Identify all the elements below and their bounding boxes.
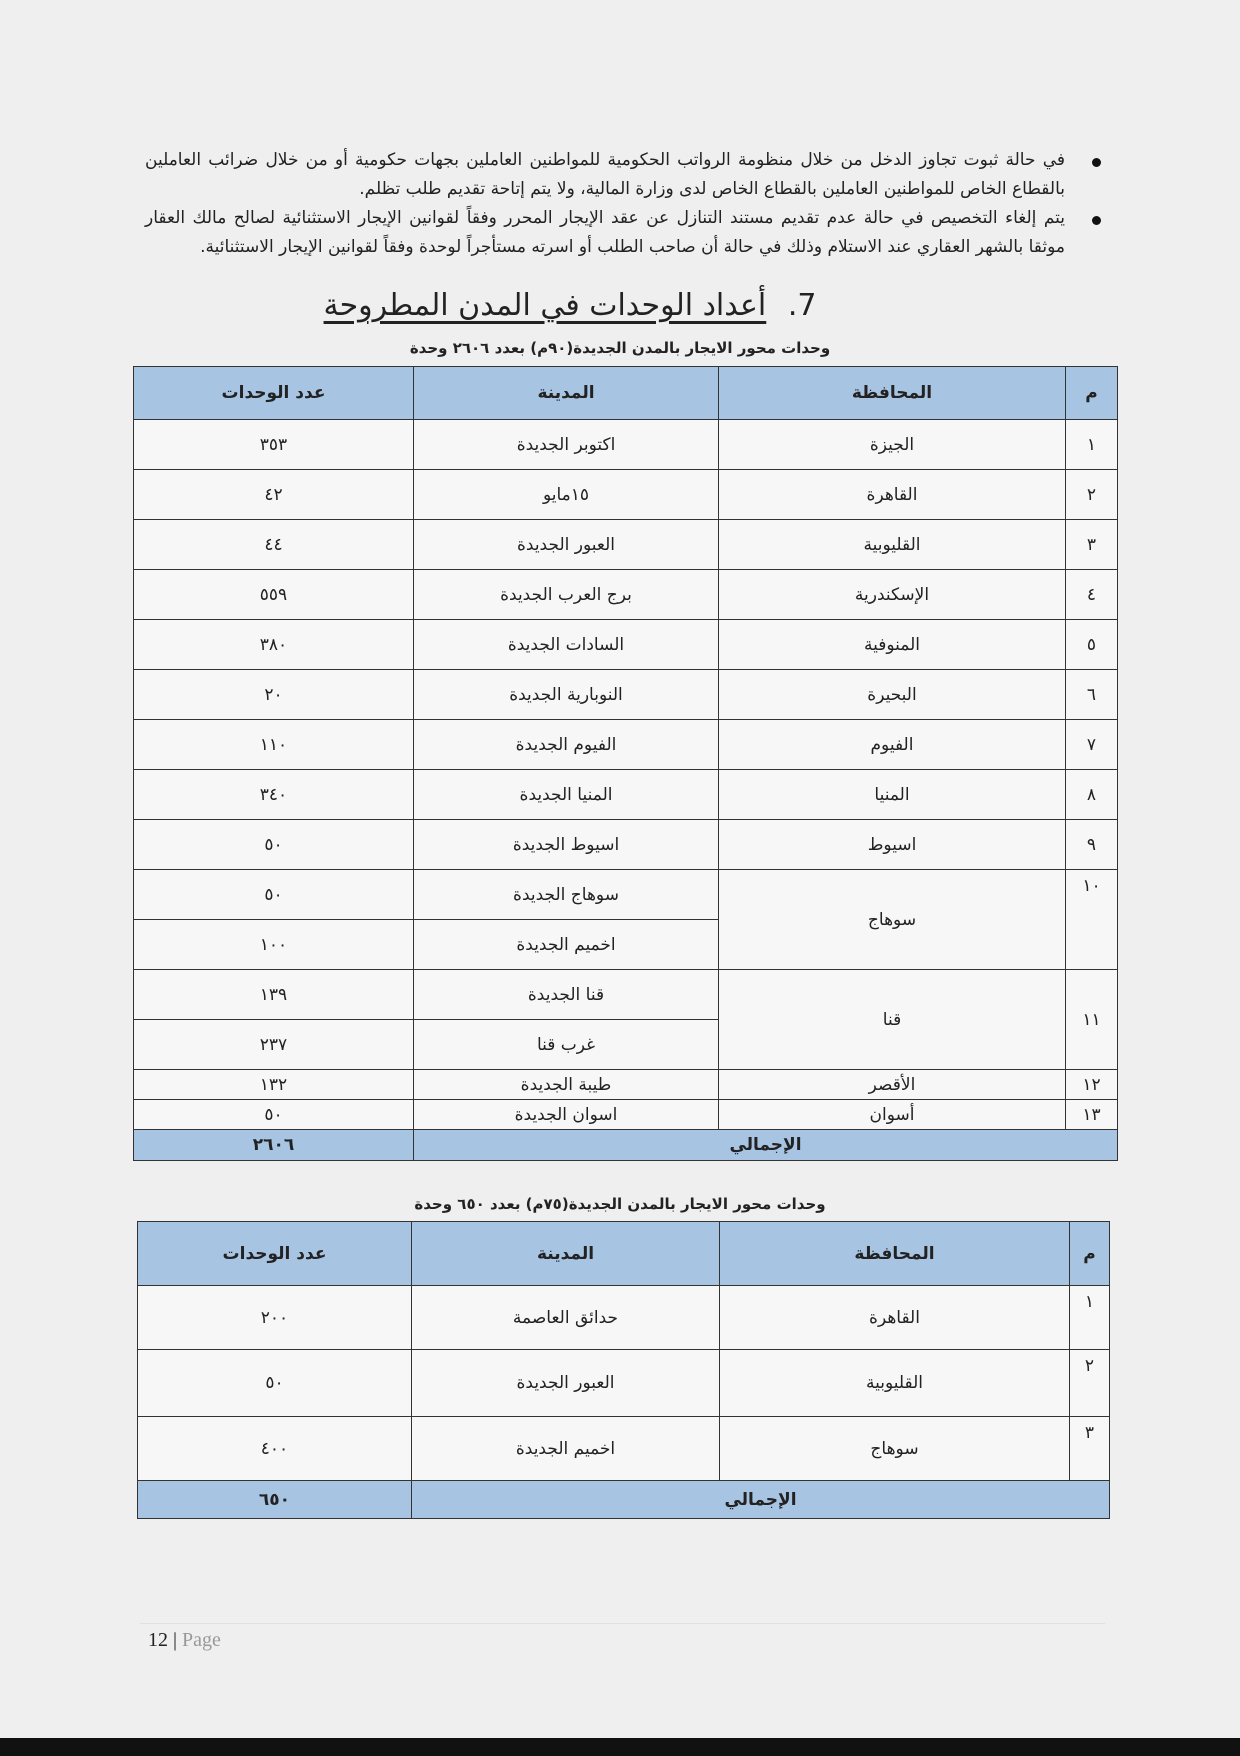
total-label: الإجمالي: [414, 1130, 1118, 1161]
row-governorate: قنا: [719, 970, 1066, 1070]
header-units: عدد الوحدات: [134, 367, 414, 420]
header-units: عدد الوحدات: [138, 1222, 412, 1286]
row-units: ١١٠: [134, 720, 414, 770]
row-units: ١٣٢: [134, 1070, 414, 1100]
row-city: غرب قنا: [414, 1020, 719, 1070]
row-city: سوهاج الجديدة: [414, 870, 719, 920]
row-city: حدائق العاصمة: [412, 1286, 720, 1350]
row-units: ٣٥٣: [134, 420, 414, 470]
row-index: ١٣: [1066, 1100, 1118, 1130]
row-governorate: اسيوط: [719, 820, 1066, 870]
row-governorate: الجيزة: [719, 420, 1066, 470]
row-units: ٢٠: [134, 670, 414, 720]
total-value: ٢٦٠٦: [134, 1130, 414, 1161]
table-row: [138, 1286, 1110, 1350]
row-governorate: القاهرة: [719, 470, 1066, 520]
table-row: [134, 520, 1118, 570]
row-index: ١٢: [1066, 1070, 1118, 1100]
footer-divider: [140, 1623, 1105, 1624]
row-index: ١: [1066, 420, 1118, 470]
row-city: النوبارية الجديدة: [414, 670, 719, 720]
bullet-list: [145, 146, 1095, 262]
units-table-90m: [133, 366, 1118, 1161]
row-index: ٥: [1066, 620, 1118, 670]
section-heading: [300, 286, 840, 326]
row-index: ١٠: [1066, 870, 1118, 970]
row-governorate: الفيوم: [719, 720, 1066, 770]
row-governorate: سوهاج: [720, 1417, 1070, 1481]
table-row: [134, 820, 1118, 870]
row-city: العبور الجديدة: [412, 1350, 720, 1417]
table-row: [134, 470, 1118, 520]
header-governorate: المحافظة: [720, 1222, 1070, 1286]
row-units: ١٠٠: [134, 920, 414, 970]
row-city: ١٥مايو: [414, 470, 719, 520]
bullet-dot-icon: [1092, 216, 1101, 225]
table-row: [138, 1417, 1110, 1481]
table-header-row: [138, 1222, 1110, 1286]
row-index: ٢: [1070, 1350, 1110, 1417]
row-city: المنيا الجديدة: [414, 770, 719, 820]
total-row: [134, 1130, 1118, 1161]
row-city: اسيوط الجديدة: [414, 820, 719, 870]
row-index: ٤: [1066, 570, 1118, 620]
header-governorate: المحافظة: [719, 367, 1066, 420]
row-city: الفيوم الجديدة: [414, 720, 719, 770]
row-city: العبور الجديدة: [414, 520, 719, 570]
table-row: [134, 720, 1118, 770]
row-units: ١٣٩: [134, 970, 414, 1020]
units-table-75m: [137, 1221, 1110, 1519]
table2-caption: وحدات محور الايجار بالمدن الجديدة(٧٥م) بعدد ٦٥٠ وحدة: [414, 1195, 826, 1213]
table-row: [134, 420, 1118, 470]
row-units: ٢٠٠: [138, 1286, 412, 1350]
row-city: اسوان الجديدة: [414, 1100, 719, 1130]
total-label: الإجمالي: [412, 1481, 1110, 1519]
page-label: Page: [182, 1629, 221, 1651]
footer-separator: |: [173, 1629, 178, 1651]
row-units: ٣٨٠: [134, 620, 414, 670]
row-index: ٧: [1066, 720, 1118, 770]
bullet-item: [145, 146, 1095, 204]
page-footer: [148, 1629, 221, 1652]
row-city: طيبة الجديدة: [414, 1070, 719, 1100]
row-index: ٩: [1066, 820, 1118, 870]
row-governorate: المنيا: [719, 770, 1066, 820]
row-governorate: القاهرة: [720, 1286, 1070, 1350]
row-city: قنا الجديدة: [414, 970, 719, 1020]
bullet-text: في حالة ثبوت تجاوز الدخل من خلال منظومة الرواتب الحكومية للمواطنين العاملين بجهات حكومية أو من خلال ضرائب العاملين بالقطاع الخاص للمواطنين العاملين بالقطاع الخاص لدى وزارة المالية، ولا يتم إتاحة تقديم طلب تظلم.: [145, 150, 1065, 199]
table-row: [134, 1070, 1118, 1100]
row-city: برج العرب الجديدة: [414, 570, 719, 620]
section-title: أعداد الوحدات في المدن المطروحة: [323, 288, 767, 323]
row-index: ٦: [1066, 670, 1118, 720]
row-index: ١١: [1066, 970, 1118, 1070]
table-row: [134, 770, 1118, 820]
total-row: [138, 1481, 1110, 1519]
row-city: اخميم الجديدة: [412, 1417, 720, 1481]
header-index: م: [1066, 367, 1118, 420]
row-city: السادات الجديدة: [414, 620, 719, 670]
table-row: [138, 1350, 1110, 1417]
row-units: ٤٤: [134, 520, 414, 570]
total-value: ٦٥٠: [138, 1481, 412, 1519]
section-number: 7.: [787, 288, 817, 323]
table-row: [134, 620, 1118, 670]
page-number: 12: [148, 1629, 168, 1651]
row-index: ٢: [1066, 470, 1118, 520]
table-row: [134, 870, 1118, 920]
header-index: م: [1070, 1222, 1110, 1286]
row-units: ٥٠: [138, 1350, 412, 1417]
row-units: ٣٤٠: [134, 770, 414, 820]
row-units: ٥٠: [134, 1100, 414, 1130]
row-governorate: المنوفية: [719, 620, 1066, 670]
table-row: [134, 670, 1118, 720]
row-units: ٤٠٠: [138, 1417, 412, 1481]
row-units: ٥٥٩: [134, 570, 414, 620]
row-city: اخميم الجديدة: [414, 920, 719, 970]
row-index: ٣: [1066, 520, 1118, 570]
row-units: ٥٠: [134, 870, 414, 920]
row-governorate: أسوان: [719, 1100, 1066, 1130]
row-index: ٨: [1066, 770, 1118, 820]
row-city: اكتوبر الجديدة: [414, 420, 719, 470]
row-units: ٤٢: [134, 470, 414, 520]
row-governorate: الأقصر: [719, 1070, 1066, 1100]
row-index: ١: [1070, 1286, 1110, 1350]
bottom-bar: [0, 1738, 1240, 1756]
header-city: المدينة: [412, 1222, 720, 1286]
bullet-item: [145, 204, 1095, 262]
row-governorate: سوهاج: [719, 870, 1066, 970]
row-units: ٥٠: [134, 820, 414, 870]
row-index: ٣: [1070, 1417, 1110, 1481]
bullet-dot-icon: [1092, 158, 1101, 167]
table-row: [134, 970, 1118, 1020]
table-row: [134, 570, 1118, 620]
row-units: ٢٣٧: [134, 1020, 414, 1070]
header-city: المدينة: [414, 367, 719, 420]
table-header-row: [134, 367, 1118, 420]
row-governorate: القليوبية: [720, 1350, 1070, 1417]
table-row: [134, 1100, 1118, 1130]
row-governorate: الإسكندرية: [719, 570, 1066, 620]
table1-caption: وحدات محور الايجار بالمدن الجديدة(٩٠م) بعدد ٢٦٠٦ وحدة: [409, 339, 831, 357]
bullet-text: يتم إلغاء التخصيص في حالة عدم تقديم مستند التنازل عن عقد الإيجار المحرر وفقاً لقوانين الإيجار الاستثنائية لصالح مالك العقار موثقا بالشهر العقاري عند الاستلام وذلك في حالة أن صاحب الطلب أو اسرته مستأجراً لوحدة وفقاً لقوانين الإيجار الاستثنائية.: [145, 208, 1065, 257]
row-governorate: القليوبية: [719, 520, 1066, 570]
row-governorate: البحيرة: [719, 670, 1066, 720]
